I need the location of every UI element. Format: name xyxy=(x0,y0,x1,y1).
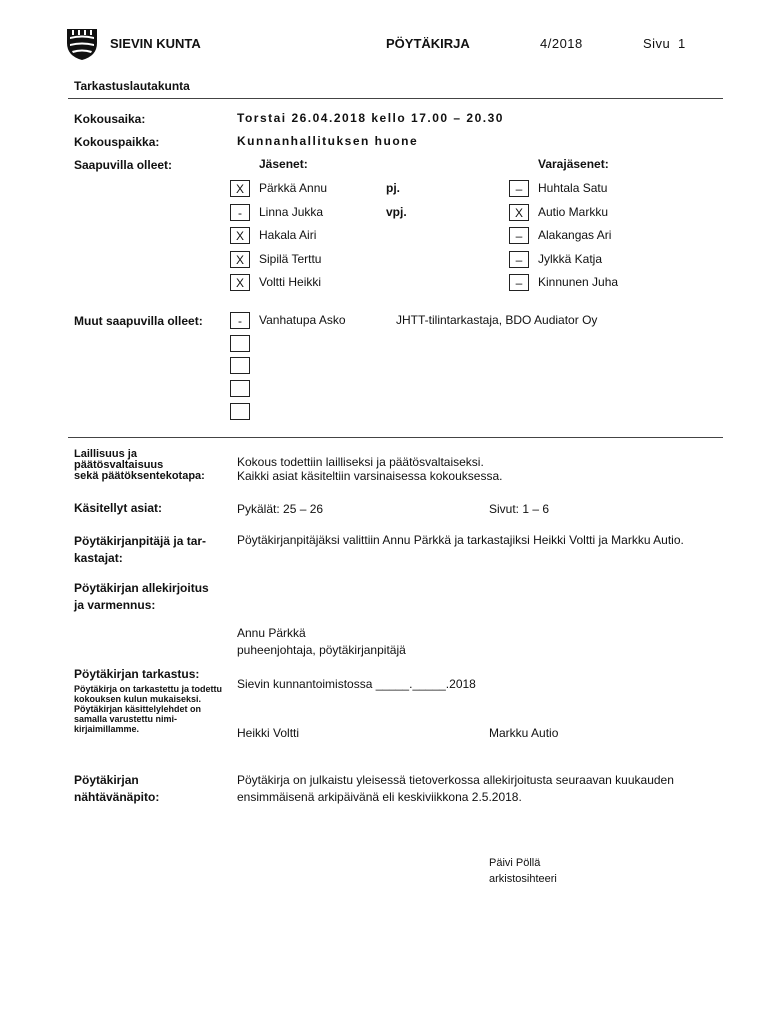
items-pages: Sivut: 1 – 6 xyxy=(489,502,550,516)
committee-name: Tarkastuslautakunta xyxy=(74,79,190,93)
minute-keeper-label: Pöytäkirjanpitäjä ja tar- kastajat: xyxy=(74,534,207,565)
member-name: Linna Jukka xyxy=(259,205,324,219)
items-paragraphs: Pykälät: 25 – 26 xyxy=(237,502,324,516)
member-name: Pärkkä Annu xyxy=(259,181,328,195)
empty-checkbox xyxy=(230,335,250,352)
member-role: vpj. xyxy=(386,205,407,219)
document-type: PÖYTÄKIRJA xyxy=(386,36,470,51)
display-text-2: ensimmäisenä arkipäivänä eli keskiviikkona 2.5.2018. xyxy=(237,790,522,804)
archivist-name: Päivi Pöllä xyxy=(489,857,541,869)
meeting-place-label: Kokouspaikka: xyxy=(74,135,160,149)
signer-title: puheenjohtaja, pöytäkirjanpitäjä xyxy=(237,643,406,657)
organization-name: SIEVIN KUNTA xyxy=(110,36,201,51)
reviewer-1: Heikki Voltti xyxy=(237,726,300,740)
others-present-label: Muut saapuvilla olleet: xyxy=(74,314,203,328)
member-checkbox: - xyxy=(230,204,250,221)
items-label: Käsitellyt asiat: xyxy=(74,501,163,515)
present-label: Saapuvilla olleet: xyxy=(74,158,173,172)
review-label: Pöytäkirjan tarkastus: xyxy=(74,667,200,681)
section-rule xyxy=(68,437,723,438)
page-label: Sivu xyxy=(643,36,671,51)
member-role: pj. xyxy=(386,181,400,195)
header-rule xyxy=(68,98,723,99)
deputy-name: Huhtala Satu xyxy=(538,181,608,195)
municipality-crest-icon xyxy=(64,26,100,62)
empty-checkbox xyxy=(230,380,250,397)
deputy-checkbox: – xyxy=(509,227,529,244)
deputies-heading: Varajäsenet: xyxy=(538,157,609,171)
deputy-checkbox: X xyxy=(509,204,529,221)
empty-checkbox xyxy=(230,403,250,420)
legality-text-1: Kokous todettiin lailliseksi ja päätösvaltaiseksi. xyxy=(237,455,484,469)
member-checkbox: X xyxy=(230,227,250,244)
page-number: 1 xyxy=(678,36,686,51)
meeting-time-label: Kokousaika: xyxy=(74,112,146,126)
member-name: Hakala Airi xyxy=(259,228,317,242)
deputy-name: Jylkkä Katja xyxy=(538,252,603,266)
review-note: Pöytäkirja on tarkastettu ja todettu kokouksen kulun mukaiseksi. Pöytäkirjan käsittelylehdet on samalla varustettu nimi-kirjaimillamme. xyxy=(74,684,223,734)
legality-label: Laillisuus ja päätösvaltaisuus sekä päätöksentekotapa: xyxy=(74,448,205,482)
deputy-name: Alakangas Ari xyxy=(538,228,612,242)
other-name: Vanhatupa Asko xyxy=(259,313,346,327)
deputy-checkbox: – xyxy=(509,180,529,197)
reviewer-2: Markku Autio xyxy=(489,726,559,740)
member-name: Voltti Heikki xyxy=(259,275,322,289)
review-place: Sievin kunnantoimistossa _____._____.2018 xyxy=(237,677,476,691)
other-title: JHTT-tilintarkastaja, BDO Audiator Oy xyxy=(396,313,598,327)
member-checkbox: X xyxy=(230,180,250,197)
members-heading: Jäsenet: xyxy=(259,157,308,171)
member-name: Sipilä Terttu xyxy=(259,252,322,266)
archivist-title: arkistosihteeri xyxy=(489,873,557,885)
legality-text-2: Kaikki asiat käsiteltiin varsinaisessa kokouksessa. xyxy=(237,469,503,483)
meeting-time-value: Torstai 26.04.2018 kello 17.00 – 20.30 xyxy=(237,111,504,125)
other-checkbox: - xyxy=(230,312,250,329)
member-checkbox: X xyxy=(230,251,250,268)
minute-keeper-text: Pöytäkirjanpitäjäksi valittiin Annu Pärkkä ja tarkastajiksi Heikki Voltti ja Markku Autio. xyxy=(237,533,684,547)
signer-name: Annu Pärkkä xyxy=(237,626,306,640)
deputy-checkbox: – xyxy=(509,274,529,291)
signing-label: Pöytäkirjan allekirjoitus ja varmennus: xyxy=(74,581,209,612)
deputy-name: Kinnunen Juha xyxy=(538,275,619,289)
deputy-checkbox: – xyxy=(509,251,529,268)
deputy-name: Autio Markku xyxy=(538,205,609,219)
member-checkbox: X xyxy=(230,274,250,291)
display-label: Pöytäkirjan nähtävänäpito: xyxy=(74,773,160,804)
meeting-place-value: Kunnanhallituksen huone xyxy=(237,134,419,148)
empty-checkbox xyxy=(230,357,250,374)
document-number: 4/2018 xyxy=(540,36,583,51)
display-text-1: Pöytäkirja on julkaistu yleisessä tietoverkossa allekirjoitusta seuraavan kuukauden xyxy=(237,773,674,787)
